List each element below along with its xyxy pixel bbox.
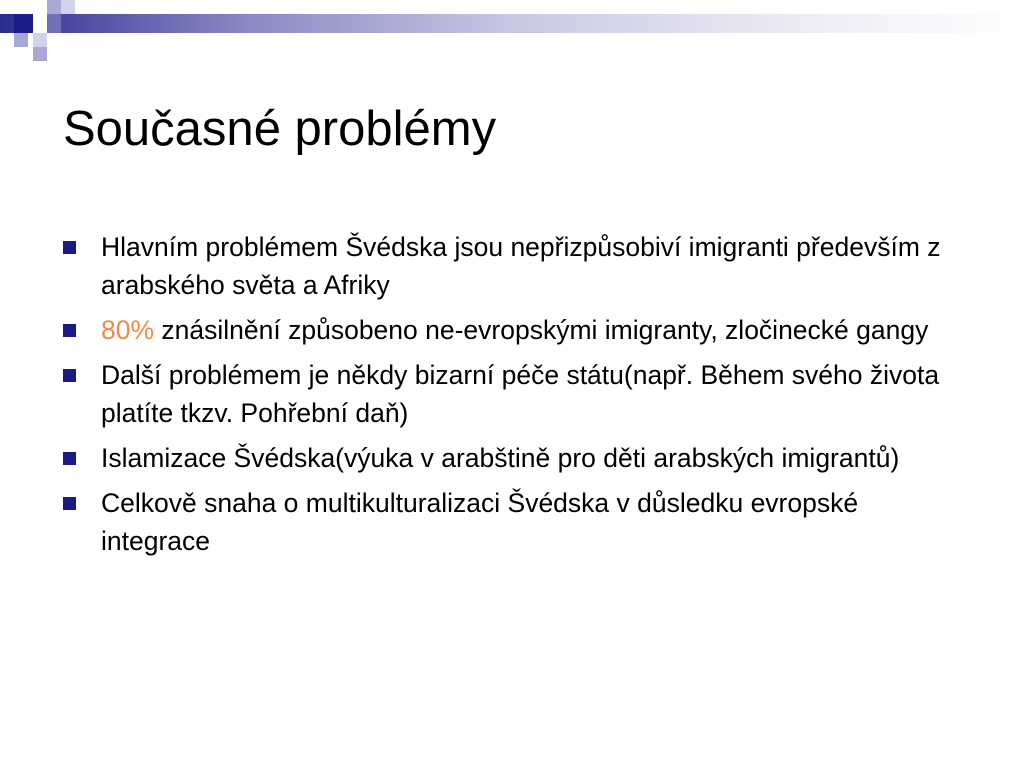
bullet-highlight: 80% bbox=[101, 315, 155, 345]
decor-square bbox=[33, 47, 47, 61]
bullet-text: Další problémem je někdy bizarní péče státu(např. Během svého života platíte tkzv. Pohřební daň) bbox=[101, 360, 940, 428]
decor-square bbox=[61, 0, 75, 14]
bullet-item bbox=[63, 311, 943, 349]
square-bullet-icon bbox=[63, 369, 76, 382]
decor-square bbox=[47, 0, 61, 14]
bullet-text: znásilnění způsobeno ne-evropskými imigranty, zločinecké gangy bbox=[154, 315, 929, 345]
decor-square bbox=[47, 14, 61, 33]
square-bullet-icon bbox=[63, 452, 76, 465]
slide-title: Současné problémy bbox=[63, 101, 497, 156]
decor-square bbox=[14, 14, 33, 33]
decor-square bbox=[33, 33, 47, 47]
bullet-text: Hlavním problémem Švédska jsou nepřizpůsobiví imigranti především z arabského světa a Afriky bbox=[101, 232, 941, 300]
bullet-item bbox=[63, 484, 943, 560]
square-bullet-icon bbox=[63, 324, 76, 337]
square-bullet-icon bbox=[63, 497, 76, 510]
gradient-bar bbox=[0, 14, 1024, 33]
decor-square bbox=[33, 14, 47, 33]
decor-square bbox=[14, 33, 28, 47]
bullet-text: Islamizace Švédska(výuka v arabštině pro děti arabských imigrantů) bbox=[101, 443, 900, 473]
bullet-item bbox=[63, 228, 943, 304]
bullet-item bbox=[63, 439, 943, 477]
bullet-text: Celkově snaha o multikulturalizaci Švédska v důsledku evropské integrace bbox=[101, 488, 859, 556]
bullet-item bbox=[63, 356, 943, 432]
square-bullet-icon bbox=[63, 241, 76, 254]
bullet-list bbox=[63, 228, 943, 567]
